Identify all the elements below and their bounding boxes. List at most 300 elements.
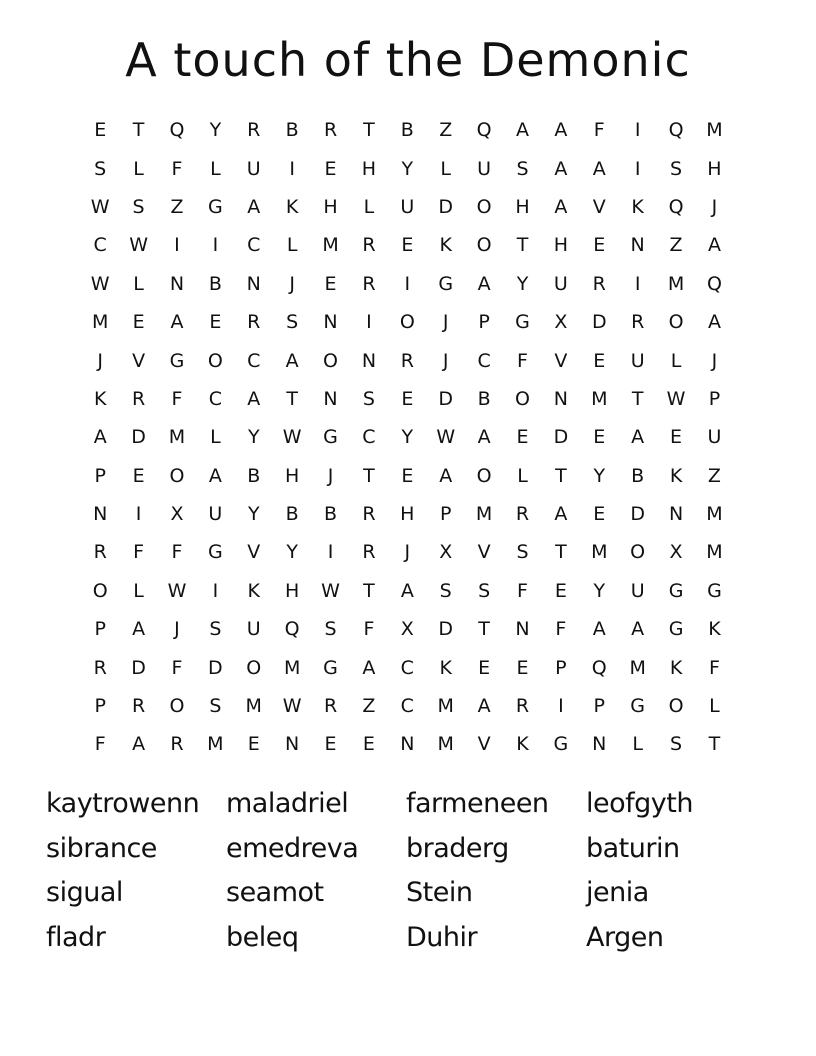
grid-cell: S xyxy=(670,733,683,756)
grid-cell: Y xyxy=(247,426,260,449)
grid-cell: M xyxy=(283,656,301,679)
grid-cell: R xyxy=(323,695,338,718)
grid-cell: D xyxy=(438,387,454,410)
grid-cell: S xyxy=(478,579,491,602)
grid-cell: P xyxy=(593,695,605,718)
grid-cell: F xyxy=(363,618,375,641)
word-list-item: jenia xyxy=(586,877,649,908)
grid-cell: Y xyxy=(286,541,298,564)
grid-cell: C xyxy=(362,426,376,449)
grid-cell: S xyxy=(670,157,683,180)
grid-cell: A xyxy=(439,464,453,487)
grid-cell: M xyxy=(322,234,339,257)
grid-cell: M xyxy=(591,541,608,564)
grid-cell: F xyxy=(171,157,183,180)
grid-cell: S xyxy=(286,311,299,334)
grid-cell: G xyxy=(668,579,684,602)
grid-cell: J xyxy=(404,541,411,564)
grid-cell: G xyxy=(668,618,684,641)
grid-cell: B xyxy=(400,119,414,142)
grid-cell: E xyxy=(516,656,529,679)
grid-cell: G xyxy=(208,195,223,218)
grid-cell: H xyxy=(553,234,569,257)
grid-cell: S xyxy=(362,387,375,410)
grid-cell: O xyxy=(515,387,530,410)
grid-cell: A xyxy=(477,272,491,295)
grid-cell: O xyxy=(92,579,108,602)
grid-cell: B xyxy=(324,503,338,526)
grid-cell: Y xyxy=(401,157,414,180)
grid-cell: N xyxy=(323,311,338,334)
grid-cell: A xyxy=(477,695,491,718)
grid-cell: T xyxy=(631,387,644,410)
grid-cell: E xyxy=(401,387,414,410)
grid-cell: G xyxy=(208,541,223,564)
grid-cell: E xyxy=(362,733,375,756)
grid-cell: R xyxy=(515,695,530,718)
grid-cell: N xyxy=(246,272,261,295)
grid-cell: C xyxy=(400,656,414,679)
grid-cell: I xyxy=(212,579,219,602)
grid-cell: A xyxy=(247,387,261,410)
word-list-item: baturin xyxy=(586,832,680,864)
grid-cell: N xyxy=(323,387,338,410)
grid-cell: W xyxy=(90,272,110,295)
grid-cell: N xyxy=(93,503,108,526)
grid-cell: P xyxy=(478,311,490,334)
grid-cell: B xyxy=(477,387,491,410)
grid-cell: Q xyxy=(706,272,722,295)
grid-cell: J xyxy=(289,272,295,295)
grid-cell: W xyxy=(129,234,148,257)
grid-cell: I xyxy=(366,311,372,334)
grid-cell: J xyxy=(442,311,449,334)
grid-cell: G xyxy=(323,426,338,449)
grid-cell: T xyxy=(363,119,375,142)
grid-cell: T xyxy=(555,464,567,487)
grid-cell: S xyxy=(516,157,529,180)
grid-cell: N xyxy=(630,234,645,257)
grid-cell: A xyxy=(707,234,721,257)
grid-cell: N xyxy=(361,349,377,372)
grid-cell: M xyxy=(168,426,186,449)
grid-cell: O xyxy=(323,349,339,372)
grid-cell: F xyxy=(133,541,145,564)
grid-cell: I xyxy=(327,541,334,564)
grid-cell: Q xyxy=(476,119,492,142)
grid-cell: W xyxy=(282,426,302,449)
grid-cell: E xyxy=(516,426,529,449)
grid-cell: B xyxy=(631,464,645,487)
grid-cell: Q xyxy=(591,656,607,679)
grid-cell: Q xyxy=(284,618,300,641)
word-list-item: fladr xyxy=(46,921,106,953)
grid-cell: A xyxy=(592,157,606,180)
word-list-item: braderg xyxy=(406,832,509,864)
grid-cell: K xyxy=(439,234,452,257)
grid-cell: D xyxy=(630,503,645,526)
grid-cell: R xyxy=(323,119,338,142)
grid-cell: A xyxy=(170,311,184,334)
grid-cell: S xyxy=(324,618,337,641)
grid-cell: K xyxy=(631,195,644,218)
grid-cell: A xyxy=(554,157,568,180)
grid-cell: Q xyxy=(668,119,684,142)
grid-cell: D xyxy=(591,311,607,334)
grid-cell: W xyxy=(90,195,110,218)
grid-cell: P xyxy=(555,656,567,679)
grid-cell: I xyxy=(135,503,142,526)
grid-cell: B xyxy=(247,464,261,487)
grid-cell: I xyxy=(634,272,641,295)
word-list-item: seamot xyxy=(226,877,324,908)
grid-cell: S xyxy=(516,541,529,564)
grid-cell: O xyxy=(668,311,684,334)
grid-cell: K xyxy=(669,464,683,487)
grid-cell: O xyxy=(668,695,684,718)
grid-cell: C xyxy=(247,349,261,372)
grid-cell: R xyxy=(362,234,376,257)
grid-cell: A xyxy=(707,311,721,334)
grid-cell: J xyxy=(174,618,180,641)
grid-cell: L xyxy=(133,579,144,602)
letter-grid xyxy=(81,111,734,764)
grid-cell: E xyxy=(324,733,337,756)
grid-cell: B xyxy=(208,272,222,295)
grid-cell: O xyxy=(207,349,223,372)
grid-cell: W xyxy=(321,579,340,602)
grid-cell: E xyxy=(401,234,414,257)
grid-cell: Z xyxy=(362,695,376,718)
grid-cell: R xyxy=(592,272,606,295)
grid-cell: H xyxy=(285,579,300,602)
grid-cell: W xyxy=(282,695,302,718)
grid-cell: A xyxy=(477,426,491,449)
grid-cell: N xyxy=(515,618,530,641)
grid-cell: A xyxy=(132,618,146,641)
grid-cell: A xyxy=(247,195,261,218)
grid-cell: Z xyxy=(669,234,683,257)
word-list xyxy=(46,784,766,962)
grid-cell: U xyxy=(630,349,645,372)
grid-cell: L xyxy=(632,733,643,756)
grid-cell: N xyxy=(169,272,185,295)
grid-cell: B xyxy=(285,503,299,526)
grid-cell: A xyxy=(631,618,645,641)
grid-cell: G xyxy=(553,733,569,756)
word-list-item: kaytrowenn xyxy=(46,788,200,819)
grid-cell: H xyxy=(515,195,530,218)
grid-cell: P xyxy=(94,695,106,718)
grid-cell: M xyxy=(667,272,685,295)
grid-cell: T xyxy=(555,541,567,564)
grid-cell: T xyxy=(363,464,375,487)
grid-cell: D xyxy=(131,656,146,679)
grid-cell: S xyxy=(132,195,145,218)
grid-cell: M xyxy=(706,503,723,526)
grid-cell: E xyxy=(593,234,606,257)
grid-cell: T xyxy=(516,234,529,257)
grid-cell: G xyxy=(515,311,530,334)
grid-cell: E xyxy=(593,349,606,372)
grid-cell: D xyxy=(553,426,569,449)
grid-cell: A xyxy=(631,426,645,449)
grid-cell: K xyxy=(708,618,721,641)
grid-cell: S xyxy=(94,157,107,180)
grid-cell: H xyxy=(285,464,300,487)
grid-cell: X xyxy=(439,541,453,564)
word-list-item: beleq xyxy=(226,921,299,953)
grid-cell: R xyxy=(515,503,530,526)
grid-cell: R xyxy=(93,656,107,679)
grid-cell: I xyxy=(558,695,564,718)
grid-cell: T xyxy=(478,618,490,641)
grid-cell: M xyxy=(207,733,224,756)
grid-cell: L xyxy=(440,157,451,180)
grid-cell: G xyxy=(323,656,338,679)
grid-cell: H xyxy=(400,503,415,526)
grid-cell: T xyxy=(708,733,721,756)
grid-cell: A xyxy=(285,349,299,372)
grid-cell: J xyxy=(711,349,718,372)
grid-cell: L xyxy=(210,157,221,180)
grid-cell: N xyxy=(400,733,415,756)
grid-cell: V xyxy=(477,733,491,756)
grid-cell: Q xyxy=(169,119,185,142)
grid-cell: Y xyxy=(401,426,414,449)
grid-cell: U xyxy=(553,272,568,295)
grid-cell: L xyxy=(709,695,720,718)
grid-cell: K xyxy=(439,656,452,679)
grid-cell: F xyxy=(555,618,567,641)
grid-cell: A xyxy=(208,464,222,487)
grid-cell: X xyxy=(400,618,414,641)
word-list-item: sibrance xyxy=(46,832,157,864)
grid-cell: V xyxy=(247,541,261,564)
grid-cell: G xyxy=(707,579,722,602)
grid-cell: L xyxy=(133,272,144,295)
grid-cell: E xyxy=(94,119,107,142)
grid-cell: E xyxy=(132,464,145,487)
grid-cell: F xyxy=(517,579,528,602)
grid-cell: R xyxy=(362,503,376,526)
grid-cell: R xyxy=(93,541,107,564)
grid-cell: S xyxy=(209,695,222,718)
grid-cell: G xyxy=(630,695,646,718)
grid-cell: P xyxy=(94,464,106,487)
grid-cell: N xyxy=(553,387,568,410)
grid-cell: R xyxy=(631,311,645,334)
grid-cell: R xyxy=(247,311,261,334)
grid-cell: Q xyxy=(668,195,684,218)
grid-cell: T xyxy=(132,119,145,142)
grid-cell: A xyxy=(93,426,107,449)
grid-cell: X xyxy=(554,311,568,334)
grid-cell: M xyxy=(437,733,454,756)
grid-cell: C xyxy=(477,349,491,372)
grid-cell: I xyxy=(404,272,411,295)
grid-cell: K xyxy=(285,195,299,218)
grid-cell: V xyxy=(477,541,491,564)
grid-cell: C xyxy=(247,234,261,257)
grid-cell: I xyxy=(634,119,641,142)
grid-cell: I xyxy=(634,157,641,180)
grid-cell: U xyxy=(208,503,223,526)
grid-cell: S xyxy=(439,579,452,602)
grid-cell: Y xyxy=(209,119,222,142)
word-list-item: Argen xyxy=(586,921,664,953)
grid-cell: J xyxy=(327,464,334,487)
grid-cell: A xyxy=(362,656,376,679)
grid-cell: J xyxy=(711,195,718,218)
grid-cell: N xyxy=(592,733,607,756)
grid-cell: G xyxy=(438,272,454,295)
grid-cell: D xyxy=(131,426,146,449)
grid-cell: O xyxy=(169,695,185,718)
grid-cell: U xyxy=(400,195,415,218)
grid-cell: Z xyxy=(170,195,184,218)
grid-cell: F xyxy=(517,349,528,372)
grid-cell: H xyxy=(707,157,722,180)
grid-cell: F xyxy=(708,656,720,679)
grid-cell: C xyxy=(400,695,414,718)
grid-cell: A xyxy=(554,503,568,526)
grid-cell: D xyxy=(208,656,223,679)
grid-cell: E xyxy=(401,464,414,487)
word-list-item: farmeneen xyxy=(406,788,549,819)
grid-cell: P xyxy=(708,387,721,410)
grid-cell: R xyxy=(362,541,376,564)
grid-cell: R xyxy=(362,272,376,295)
grid-cell: P xyxy=(439,503,452,526)
grid-cell: M xyxy=(437,695,454,718)
grid-cell: W xyxy=(666,387,686,410)
grid-cell: K xyxy=(669,656,683,679)
grid-cell: E xyxy=(324,157,337,180)
grid-cell: J xyxy=(442,349,449,372)
grid-cell: Y xyxy=(593,579,606,602)
grid-cell: U xyxy=(477,157,492,180)
grid-cell: T xyxy=(363,579,375,602)
grid-cell: T xyxy=(286,387,298,410)
grid-cell: O xyxy=(246,656,262,679)
grid-cell: X xyxy=(669,541,683,564)
grid-cell: K xyxy=(93,387,107,410)
word-list-item: sigual xyxy=(46,877,123,908)
grid-cell: R xyxy=(400,349,414,372)
grid-cell: Z xyxy=(439,119,453,142)
grid-cell: C xyxy=(93,234,107,257)
word-list-item: emedreva xyxy=(226,832,359,864)
grid-cell: I xyxy=(174,234,180,257)
grid-cell: E xyxy=(554,579,567,602)
grid-cell: E xyxy=(209,311,222,334)
grid-cell: N xyxy=(668,503,684,526)
grid-cell: Y xyxy=(247,503,260,526)
grid-cell: O xyxy=(169,464,185,487)
grid-cell: O xyxy=(630,541,646,564)
grid-cell: L xyxy=(670,349,682,372)
grid-cell: N xyxy=(285,733,300,756)
grid-cell: L xyxy=(517,464,528,487)
grid-cell: E xyxy=(593,503,606,526)
grid-cell: H xyxy=(323,195,338,218)
grid-cell: O xyxy=(476,464,492,487)
grid-cell: A xyxy=(554,195,568,218)
grid-cell: E xyxy=(132,311,145,334)
grid-cell: C xyxy=(208,387,222,410)
grid-cell: M xyxy=(91,311,109,334)
grid-cell: J xyxy=(97,349,103,372)
grid-cell: Z xyxy=(707,464,721,487)
grid-cell: I xyxy=(289,157,295,180)
grid-cell: K xyxy=(247,579,260,602)
grid-cell: W xyxy=(167,579,187,602)
grid-cell: L xyxy=(210,426,221,449)
grid-cell: U xyxy=(246,157,261,180)
grid-cell: E xyxy=(324,272,337,295)
grid-cell: Y xyxy=(516,272,529,295)
grid-cell: R xyxy=(131,695,146,718)
grid-cell: F xyxy=(593,119,605,142)
grid-cell: O xyxy=(476,195,492,218)
grid-cell: E xyxy=(670,426,683,449)
grid-cell: V xyxy=(132,349,146,372)
grid-cell: A xyxy=(515,119,529,142)
grid-cell: M xyxy=(591,387,608,410)
grid-cell: F xyxy=(171,656,183,679)
grid-cell: V xyxy=(554,349,568,372)
grid-cell: K xyxy=(516,733,529,756)
grid-cell: O xyxy=(476,234,492,257)
puzzle-title: A touch of the Demonic xyxy=(125,33,691,87)
grid-cell: G xyxy=(169,349,185,372)
grid-cell: L xyxy=(363,195,375,218)
grid-cell: M xyxy=(706,119,723,142)
grid-cell: W xyxy=(436,426,456,449)
grid-cell: R xyxy=(131,387,146,410)
word-list-item: maladriel xyxy=(226,788,349,819)
grid-cell: I xyxy=(212,234,219,257)
grid-cell: A xyxy=(554,119,568,142)
grid-cell: A xyxy=(132,733,146,756)
grid-cell: P xyxy=(94,618,106,641)
grid-cell: X xyxy=(170,503,184,526)
grid-cell: O xyxy=(399,311,415,334)
grid-cell: A xyxy=(592,618,606,641)
grid-cell: M xyxy=(706,541,723,564)
grid-cell: E xyxy=(478,656,491,679)
grid-cell: U xyxy=(246,618,261,641)
grid-cell: F xyxy=(171,541,183,564)
grid-cell: D xyxy=(438,195,454,218)
grid-cell: A xyxy=(400,579,414,602)
grid-cell: E xyxy=(247,733,260,756)
grid-cell: L xyxy=(286,234,298,257)
grid-cell: V xyxy=(592,195,606,218)
grid-cell: H xyxy=(361,157,377,180)
grid-cell: M xyxy=(629,656,646,679)
grid-cell: M xyxy=(475,503,493,526)
grid-cell: Y xyxy=(593,464,606,487)
grid-cell: M xyxy=(245,695,262,718)
word-list-item: leofgyth xyxy=(586,788,693,819)
grid-cell: L xyxy=(133,157,144,180)
grid-cell: F xyxy=(94,733,106,756)
word-list-item: Stein xyxy=(406,877,473,908)
grid-cell: R xyxy=(247,119,261,142)
grid-cell: B xyxy=(285,119,299,142)
